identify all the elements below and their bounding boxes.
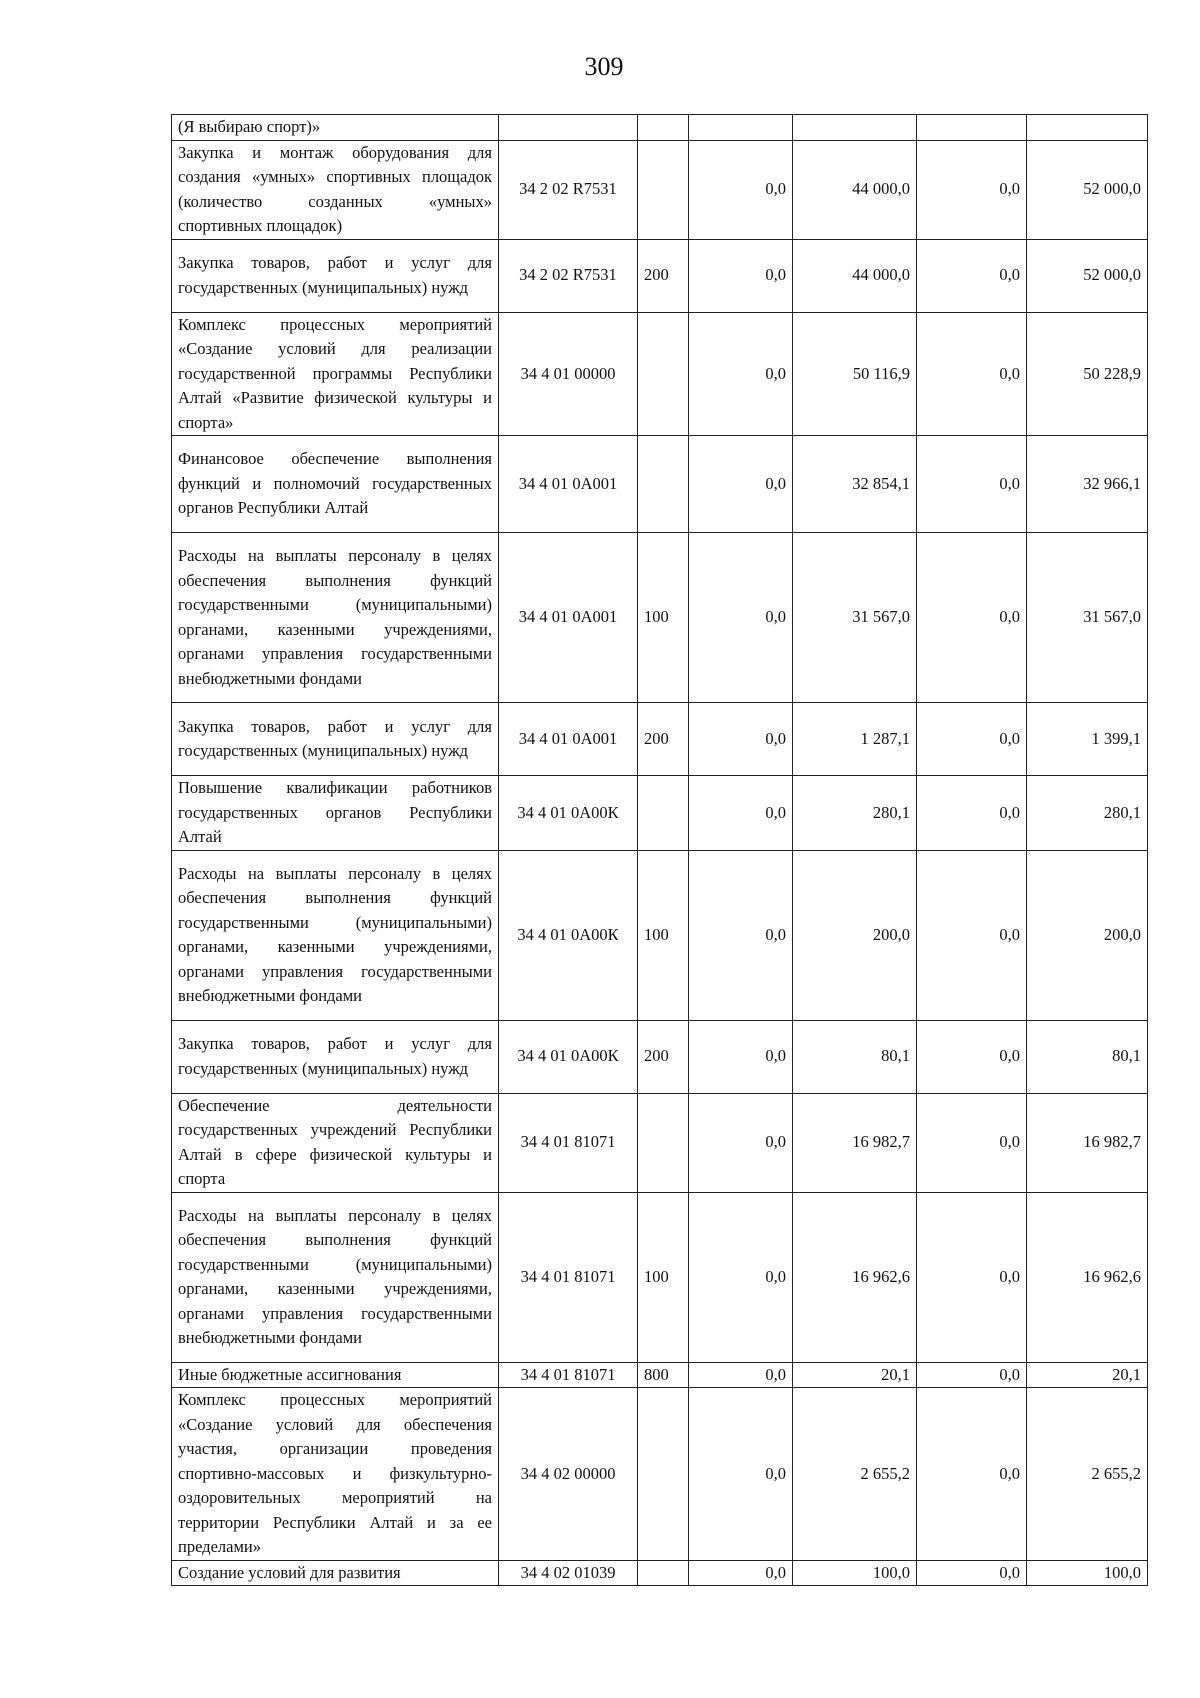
amount-col2-cell: 200,0 xyxy=(793,850,917,1020)
expense-type-cell: 100 xyxy=(638,533,689,703)
row-name-cell: Комплекс процессных мероприятий «Создание условий для реализации государственной программы Республики Алтай «Развитие физической культуры и спорта» xyxy=(172,312,499,436)
table-row xyxy=(172,115,1148,141)
amount-col2-cell: 50 116,9 xyxy=(793,312,917,436)
amount-col4-cell: 280,1 xyxy=(1027,776,1148,851)
table-row xyxy=(172,1560,1148,1586)
table-row xyxy=(172,1020,1148,1093)
expense-type-cell xyxy=(638,776,689,851)
expense-type-cell xyxy=(638,140,689,239)
table-row xyxy=(172,776,1148,851)
amount-col1-cell: 0,0 xyxy=(689,1362,793,1388)
amount-col3-cell: 0,0 xyxy=(917,239,1027,312)
amount-col4-cell: 20,1 xyxy=(1027,1362,1148,1388)
amount-col3-cell: 0,0 xyxy=(917,850,1027,1020)
row-name-cell: Создание условий для развития xyxy=(172,1560,499,1586)
amount-col3-cell: 0,0 xyxy=(917,1560,1027,1586)
program-code-cell: 34 2 02 R7531 xyxy=(499,239,638,312)
program-code-cell: 34 4 02 01039 xyxy=(499,1560,638,1586)
row-name-cell: Расходы на выплаты персоналу в целях обеспечения выполнения функций государственными (муниципальными) органами, казенными учреждениями, органами управления государственными внебюджетными фондами xyxy=(172,533,499,703)
expense-type-cell: 100 xyxy=(638,850,689,1020)
program-code-cell: 34 4 01 0А00К xyxy=(499,776,638,851)
amount-col4-cell: 32 966,1 xyxy=(1027,436,1148,533)
amount-col1-cell: 0,0 xyxy=(689,1192,793,1362)
amount-col2-cell: 31 567,0 xyxy=(793,533,917,703)
row-name-cell: Расходы на выплаты персоналу в целях обеспечения выполнения функций государственными (муниципальными) органами, казенными учреждениями, органами управления государственными внебюджетными фондами xyxy=(172,850,499,1020)
amount-col2-cell: 44 000,0 xyxy=(793,239,917,312)
amount-col1-cell: 0,0 xyxy=(689,1020,793,1093)
table-row xyxy=(172,1192,1148,1362)
expense-type-cell: 100 xyxy=(638,1192,689,1362)
row-name-cell: Обеспечение деятельности государственных учреждений Республики Алтай в сфере физической культуры и спорта xyxy=(172,1093,499,1192)
expense-type-cell xyxy=(638,1388,689,1561)
amount-col3-cell: 0,0 xyxy=(917,533,1027,703)
amount-col2-cell: 44 000,0 xyxy=(793,140,917,239)
amount-col3-cell: 0,0 xyxy=(917,1192,1027,1362)
amount-col1-cell: 0,0 xyxy=(689,436,793,533)
amount-col4-cell: 16 982,7 xyxy=(1027,1093,1148,1192)
amount-col3-cell: 0,0 xyxy=(917,1362,1027,1388)
program-code-cell: 34 4 01 0А00К xyxy=(499,850,638,1020)
amount-col4-cell: 200,0 xyxy=(1027,850,1148,1020)
expense-type-cell: 800 xyxy=(638,1362,689,1388)
amount-col1-cell: 0,0 xyxy=(689,239,793,312)
row-name-cell: Повышение квалификации работников государственных органов Республики Алтай xyxy=(172,776,499,851)
amount-col1-cell: 0,0 xyxy=(689,1560,793,1586)
amount-col4-cell: 31 567,0 xyxy=(1027,533,1148,703)
amount-col2-cell: 80,1 xyxy=(793,1020,917,1093)
amount-col2-cell: 1 287,1 xyxy=(793,703,917,776)
amount-col4-cell: 50 228,9 xyxy=(1027,312,1148,436)
table-row xyxy=(172,703,1148,776)
amount-col1-cell: 0,0 xyxy=(689,533,793,703)
program-code-cell: 34 4 01 0А001 xyxy=(499,436,638,533)
amount-col3-cell: 0,0 xyxy=(917,776,1027,851)
amount-col3-cell: 0,0 xyxy=(917,1020,1027,1093)
amount-col2-cell xyxy=(793,115,917,141)
amount-col1-cell: 0,0 xyxy=(689,1388,793,1561)
row-name-cell: Закупка товаров, работ и услуг для государственных (муниципальных) нужд xyxy=(172,239,499,312)
budget-table xyxy=(171,114,1148,1586)
amount-col4-cell: 52 000,0 xyxy=(1027,140,1148,239)
program-code-cell xyxy=(499,115,638,141)
amount-col1-cell xyxy=(689,115,793,141)
expense-type-cell xyxy=(638,1560,689,1586)
amount-col1-cell: 0,0 xyxy=(689,703,793,776)
program-code-cell: 34 2 02 R7531 xyxy=(499,140,638,239)
program-code-cell: 34 4 01 81071 xyxy=(499,1192,638,1362)
expense-type-cell xyxy=(638,312,689,436)
row-name-cell: Закупка товаров, работ и услуг для государственных (муниципальных) нужд xyxy=(172,1020,499,1093)
row-name-cell: Закупка и монтаж оборудования для создания «умных» спортивных площадок (количество созданных «умных» спортивных площадок) xyxy=(172,140,499,239)
program-code-cell: 34 4 01 00000 xyxy=(499,312,638,436)
amount-col2-cell: 2 655,2 xyxy=(793,1388,917,1561)
table-row xyxy=(172,312,1148,436)
program-code-cell: 34 4 01 81071 xyxy=(499,1093,638,1192)
amount-col1-cell: 0,0 xyxy=(689,312,793,436)
row-name-cell: Закупка товаров, работ и услуг для государственных (муниципальных) нужд xyxy=(172,703,499,776)
program-code-cell: 34 4 01 0А00К xyxy=(499,1020,638,1093)
program-code-cell: 34 4 02 00000 xyxy=(499,1388,638,1561)
amount-col1-cell: 0,0 xyxy=(689,1093,793,1192)
amount-col3-cell: 0,0 xyxy=(917,140,1027,239)
amount-col2-cell: 280,1 xyxy=(793,776,917,851)
amount-col3-cell xyxy=(917,115,1027,141)
page-number: 309 xyxy=(584,52,624,81)
amount-col4-cell: 80,1 xyxy=(1027,1020,1148,1093)
table-row xyxy=(172,850,1148,1020)
amount-col4-cell: 52 000,0 xyxy=(1027,239,1148,312)
expense-type-cell: 200 xyxy=(638,239,689,312)
amount-col1-cell: 0,0 xyxy=(689,850,793,1020)
table-row xyxy=(172,533,1148,703)
table-row xyxy=(172,1388,1148,1561)
table-row xyxy=(172,1093,1148,1192)
expense-type-cell: 200 xyxy=(638,703,689,776)
expense-type-cell xyxy=(638,1093,689,1192)
amount-col2-cell: 16 982,7 xyxy=(793,1093,917,1192)
row-name-cell: Комплекс процессных мероприятий «Создание условий для обеспечения участия, организации проведения спортивно-массовых и физкультурно-оздоровительных мероприятий на территории Республики Алтай и за ее пределами» xyxy=(172,1388,499,1561)
row-name-cell: Иные бюджетные ассигнования xyxy=(172,1362,499,1388)
table-row xyxy=(172,239,1148,312)
amount-col2-cell: 32 854,1 xyxy=(793,436,917,533)
amount-col1-cell: 0,0 xyxy=(689,140,793,239)
amount-col1-cell: 0,0 xyxy=(689,776,793,851)
row-name-cell: Финансовое обеспечение выполнения функций и полномочий государственных органов Республики Алтай xyxy=(172,436,499,533)
amount-col3-cell: 0,0 xyxy=(917,1093,1027,1192)
amount-col4-cell: 1 399,1 xyxy=(1027,703,1148,776)
amount-col3-cell: 0,0 xyxy=(917,436,1027,533)
amount-col2-cell: 100,0 xyxy=(793,1560,917,1586)
amount-col3-cell: 0,0 xyxy=(917,312,1027,436)
program-code-cell: 34 4 01 0А001 xyxy=(499,703,638,776)
row-name-cell: (Я выбираю спорт)» xyxy=(172,115,499,141)
expense-type-cell xyxy=(638,436,689,533)
amount-col4-cell: 2 655,2 xyxy=(1027,1388,1148,1561)
table-row xyxy=(172,1362,1148,1388)
expense-type-cell: 200 xyxy=(638,1020,689,1093)
amount-col2-cell: 16 962,6 xyxy=(793,1192,917,1362)
table-row xyxy=(172,436,1148,533)
expense-type-cell xyxy=(638,115,689,141)
program-code-cell: 34 4 01 81071 xyxy=(499,1362,638,1388)
amount-col4-cell: 100,0 xyxy=(1027,1560,1148,1586)
table-row xyxy=(172,140,1148,239)
amount-col3-cell: 0,0 xyxy=(917,1388,1027,1561)
amount-col4-cell: 16 962,6 xyxy=(1027,1192,1148,1362)
amount-col4-cell xyxy=(1027,115,1148,141)
row-name-cell: Расходы на выплаты персоналу в целях обеспечения выполнения функций государственными (муниципальными) органами, казенными учреждениями, органами управления государственными внебюджетными фондами xyxy=(172,1192,499,1362)
program-code-cell: 34 4 01 0А001 xyxy=(499,533,638,703)
amount-col3-cell: 0,0 xyxy=(917,703,1027,776)
amount-col2-cell: 20,1 xyxy=(793,1362,917,1388)
